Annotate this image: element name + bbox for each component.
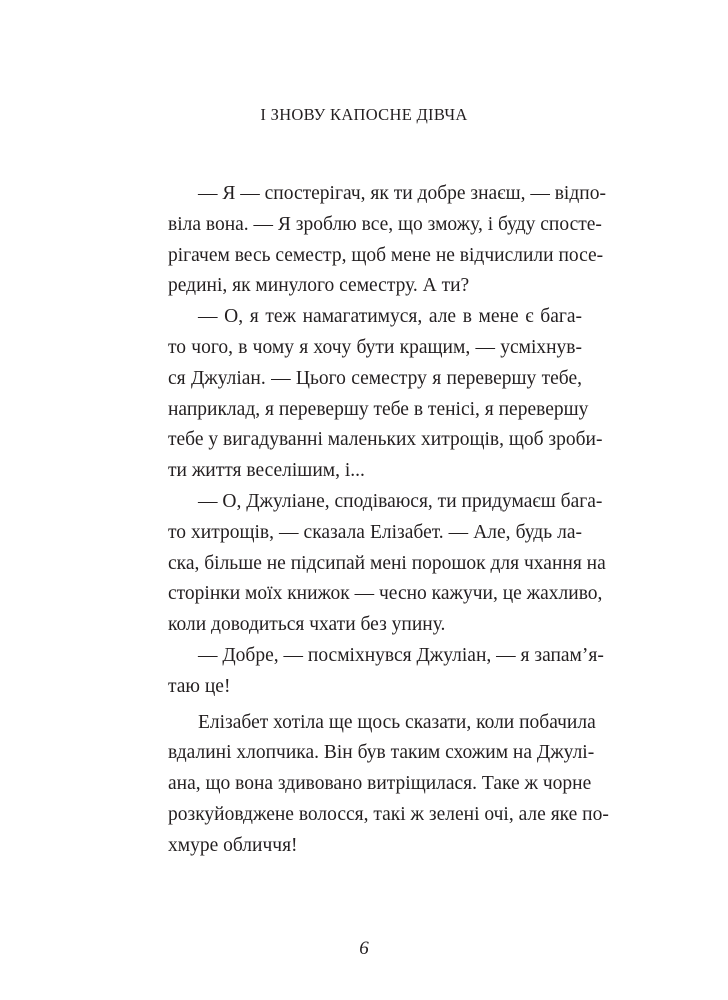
text-line: коли доводиться чхати без упину. xyxy=(168,614,446,636)
text-line: вдалині хлопчика. Він був таким схожим на Джулі- xyxy=(168,742,595,764)
text-line: — О, Джуліане, сподіваюся, ти придумаєш бага- xyxy=(198,490,603,512)
text-line: сторінки моїх книжок — чесно кажучи, це жахливо, xyxy=(168,583,603,605)
paragraph xyxy=(168,487,606,641)
text-line: ска, більше не підсипай мені порошок для чхання на xyxy=(168,552,606,574)
paragraph xyxy=(168,641,604,703)
paragraph xyxy=(168,179,606,302)
text-line: розкуйовджене волосся, такі ж зелені очі, але яке по- xyxy=(168,803,609,825)
text-line: ти життя веселішим, і... xyxy=(168,460,365,482)
text-line: — Я — спостерігач, як ти добре знаєш, — відпо- xyxy=(198,183,606,204)
paragraph xyxy=(168,708,609,862)
text-line: то чого, в чому я хочу бути кращим, — усміхнув- xyxy=(168,336,582,358)
text-line: ана, що вона здивовано витріщилася. Таке ж чорне xyxy=(168,773,592,795)
text-line: Елізабет хотіла ще щось сказати, коли побачила xyxy=(198,711,596,733)
text-line: — Добре, — посміхнувся Джуліан, — я запам’я- xyxy=(198,644,604,666)
chapter-title: І ЗНОВУ КАПОСНЕ ДІВЧА xyxy=(260,105,468,124)
text-line: ся Джуліан. — Цього семестру я перевершу тебе, xyxy=(168,367,582,389)
paragraph xyxy=(168,302,603,487)
text-line: редині, як минулого семестру. А ти? xyxy=(168,275,470,297)
text-line: хмуре обличчя! xyxy=(168,834,298,856)
text-line: віла вона. — Я зроблю все, що зможу, і буду спосте- xyxy=(168,213,602,235)
text-line: — О, я теж намагатимуся, але в мене є бага- xyxy=(198,306,582,328)
text-line: то хитрощів, — сказала Елізабет. — Але, будь ла- xyxy=(168,521,582,543)
page-number: 6 xyxy=(359,938,369,959)
text-line: тебе у вигадуванні маленьких хитрощів, щоб зроби- xyxy=(168,429,603,451)
text-line: рігачем весь семестр, щоб мене не відчислили посе- xyxy=(168,244,604,266)
text-line: таю це! xyxy=(168,675,231,697)
page-body xyxy=(168,179,609,862)
text-line: наприклад, я перевершу тебе в тенісі, я перевершу xyxy=(168,398,589,420)
